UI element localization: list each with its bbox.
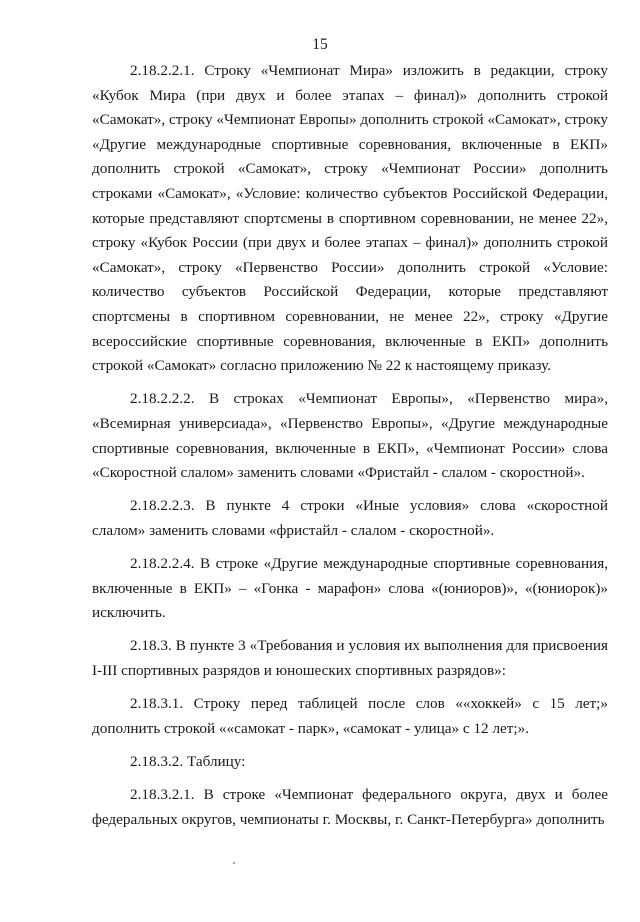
paragraph-2-18-2-2-4: 2.18.2.2.4. В строке «Другие международные спортивные соревнования, включенные в ЕКП» – «Гонка - марафон» слова «(юниоров)», «(юниорок)» исключить.	[92, 555, 608, 622]
paragraph-2-18-2-2-3: 2.18.2.2.3. В пункте 4 строки «Иные условия» слова «скоростной слалом» заменить словами «фристайл - слалом - скоростной».	[92, 497, 608, 539]
paragraph-2-18-3: 2.18.3. В пункте 3 «Требования и условия их выполнения для присвоения I-III спортивных разрядов и юношеских спортивных разрядов»:	[92, 637, 608, 680]
paragraph-2-18-2-2-1: 2.18.2.2.1. Строку «Чемпионат Мира» изложить в редакции, строку «Кубок Мира (при двух и более этапах – финал)» дополнить строкой «Самокат», строку «Чемпионат Европы» дополнить строкой «Самокат», строку «Другие международные спортивные соревнования, включенные в ЕКП» дополнить строкой «Самокат», строку «Чемпионат России» дополнить строками «Самокат», «Условие: количество субъектов Российской Федерации, которые представляют спортсмены в спортивном соревновании, не менее 22», строку «Кубок России (при двух и более этапах – финал)» дополнить строкой «Самокат», строку «Первенство России» дополнить строкой «Условие: количество субъектов Российской Федерации, которые представляют спортсмены в спортивном соревновании, не менее 22», строку «Другие всероссийские спортивные соревнования, включенные в ЕКП» дополнить строкой «Самокат» согласно приложению № 22 к настоящему приказу.	[92, 62, 608, 375]
paragraph-2-18-2-2-2: 2.18.2.2.2. В строках «Чемпионат Европы», «Первенство мира», «Всемирная универсиада», «Первенство Европы», «Другие международные спортивные соревнования, включенные в ЕКП», «Чемпионат России» слова «Скоростной слалом» заменить словами «Фристайл - слалом - скоростной».	[92, 390, 608, 482]
document-body	[92, 59, 608, 832]
paragraph-2-18-3-2-1: 2.18.3.2.1. В строке «Чемпионат федерального округа, двух и более федеральных округов, чемпионаты г. Москвы, г. Санкт-Петербурга» дополнить	[92, 786, 608, 828]
page-number: 15	[312, 36, 328, 53]
paragraph-2-18-3-1: 2.18.3.1. Строку перед таблицей после слов ««хоккей» с 15 лет;» дополнить строкой ««самокат - парк», «самокат - улица» с 12 лет;».	[92, 695, 608, 737]
scan-speck	[233, 862, 235, 864]
paragraph-2-18-3-2: 2.18.3.2. Таблицу:	[130, 753, 246, 770]
